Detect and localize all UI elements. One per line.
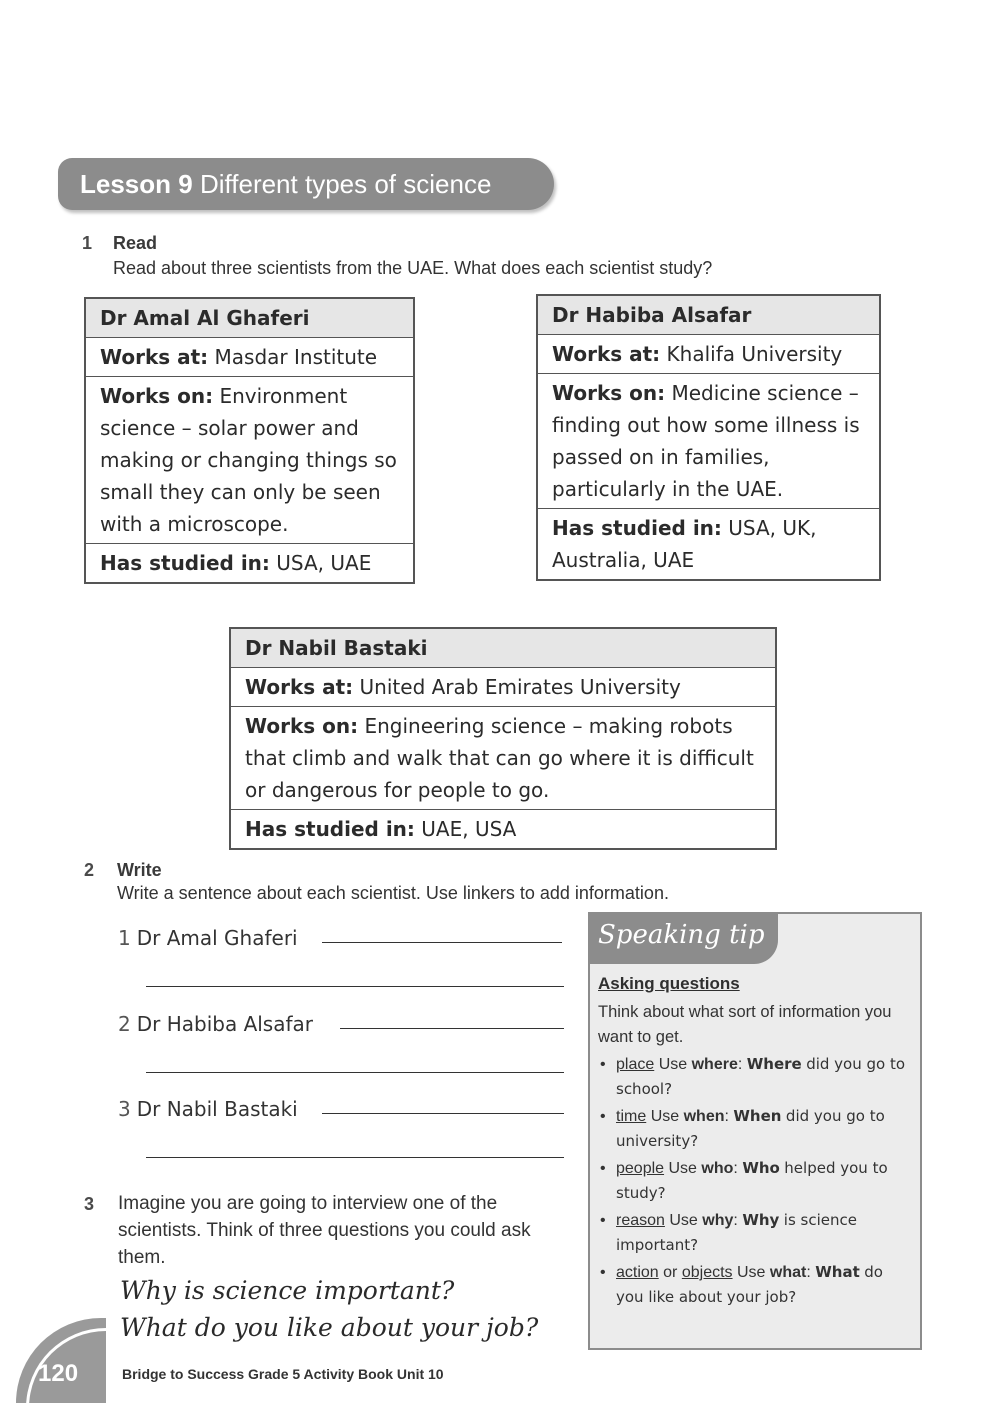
page-number: 120 bbox=[38, 1360, 79, 1387]
speaking-tip-list bbox=[598, 1052, 914, 1312]
answer-line[interactable] bbox=[146, 986, 564, 987]
answer-line[interactable] bbox=[340, 1028, 564, 1029]
card-works-on: Works on: Medicine science – finding out how some illness is passed on in families, particularly in the UAE. bbox=[538, 373, 879, 508]
lesson-heading: Lesson 9 Different types of science bbox=[80, 169, 492, 199]
exercise-2-title: Write bbox=[117, 860, 162, 880]
card-name: Dr Amal Al Ghaferi bbox=[86, 299, 413, 337]
card-works-on: Works on: Engineering science – making robots that climb and walk that can go where it is difficult or dangerous for people to go. bbox=[231, 706, 775, 809]
card-works-at: Works at: Khalifa University bbox=[538, 334, 879, 373]
card-studied: Has studied in: USA, UK, Australia, UAE bbox=[538, 508, 879, 579]
handwritten-answer-2: What do you like about your job? bbox=[120, 1313, 539, 1342]
exercise-3-number: 3 bbox=[84, 1194, 95, 1214]
handwritten-answer-1: Why is science important? bbox=[120, 1276, 455, 1305]
scientist-card-habiba bbox=[536, 294, 881, 581]
card-works-at: Works at: United Arab Emirates University bbox=[231, 667, 775, 706]
exercise-3-instruction: Imagine you are going to interview one of the scientists. Think of three questions you could ask them. bbox=[118, 1193, 531, 1268]
scientist-card-amal bbox=[84, 297, 415, 584]
card-studied: Has studied in: UAE, USA bbox=[231, 809, 775, 848]
card-works-on: Works on: Environment science – solar power and making or changing things so small they can only be seen with a microscope. bbox=[86, 376, 413, 543]
tip-item: • reason Use why: Why is science important? bbox=[598, 1208, 914, 1258]
speaking-tip-tab bbox=[588, 912, 778, 964]
exercise-2-number: 2 bbox=[84, 860, 95, 880]
speaking-tip-subtitle: Asking questions bbox=[598, 974, 740, 993]
tip-item: • place Use where: Where did you go to school? bbox=[598, 1052, 914, 1102]
answer-line[interactable] bbox=[322, 1113, 564, 1114]
card-works-at: Works at: Masdar Institute bbox=[86, 337, 413, 376]
tip-item: • people Use who: Who helped you to study? bbox=[598, 1156, 914, 1206]
answer-line[interactable] bbox=[322, 942, 562, 943]
write-item-1: 1 Dr Amal Ghaferi bbox=[118, 926, 298, 950]
scientist-card-nabil bbox=[229, 627, 777, 850]
write-item-2: 2 Dr Habiba Alsafar bbox=[118, 1012, 314, 1036]
footer-text: Bridge to Success Grade 5 Activity Book Unit 10 bbox=[122, 1366, 444, 1382]
write-item-3: 3 Dr Nabil Bastaki bbox=[118, 1097, 298, 1121]
card-name: Dr Nabil Bastaki bbox=[231, 629, 775, 667]
speaking-tip-title: Speaking tip bbox=[598, 920, 765, 950]
card-name: Dr Habiba Alsafar bbox=[538, 296, 879, 334]
exercise-1-number: 1 bbox=[82, 233, 93, 253]
answer-line[interactable] bbox=[146, 1157, 564, 1158]
tip-item: • time Use when: When did you go to university? bbox=[598, 1104, 914, 1154]
exercise-2-instruction: Write a sentence about each scientist. Use linkers to add information. bbox=[117, 883, 669, 903]
answer-line[interactable] bbox=[146, 1072, 564, 1073]
exercise-1-title: Read bbox=[113, 233, 158, 253]
exercise-1-instruction: Read about three scientists from the UAE. What does each scientist study? bbox=[113, 258, 713, 278]
lesson-banner bbox=[58, 158, 554, 210]
card-studied: Has studied in: USA, UAE bbox=[86, 543, 413, 582]
speaking-tip-intro: Think about what sort of information you want to get. bbox=[598, 1003, 892, 1046]
tip-item: • action or objects Use what: What do you like about your job? bbox=[598, 1260, 914, 1310]
